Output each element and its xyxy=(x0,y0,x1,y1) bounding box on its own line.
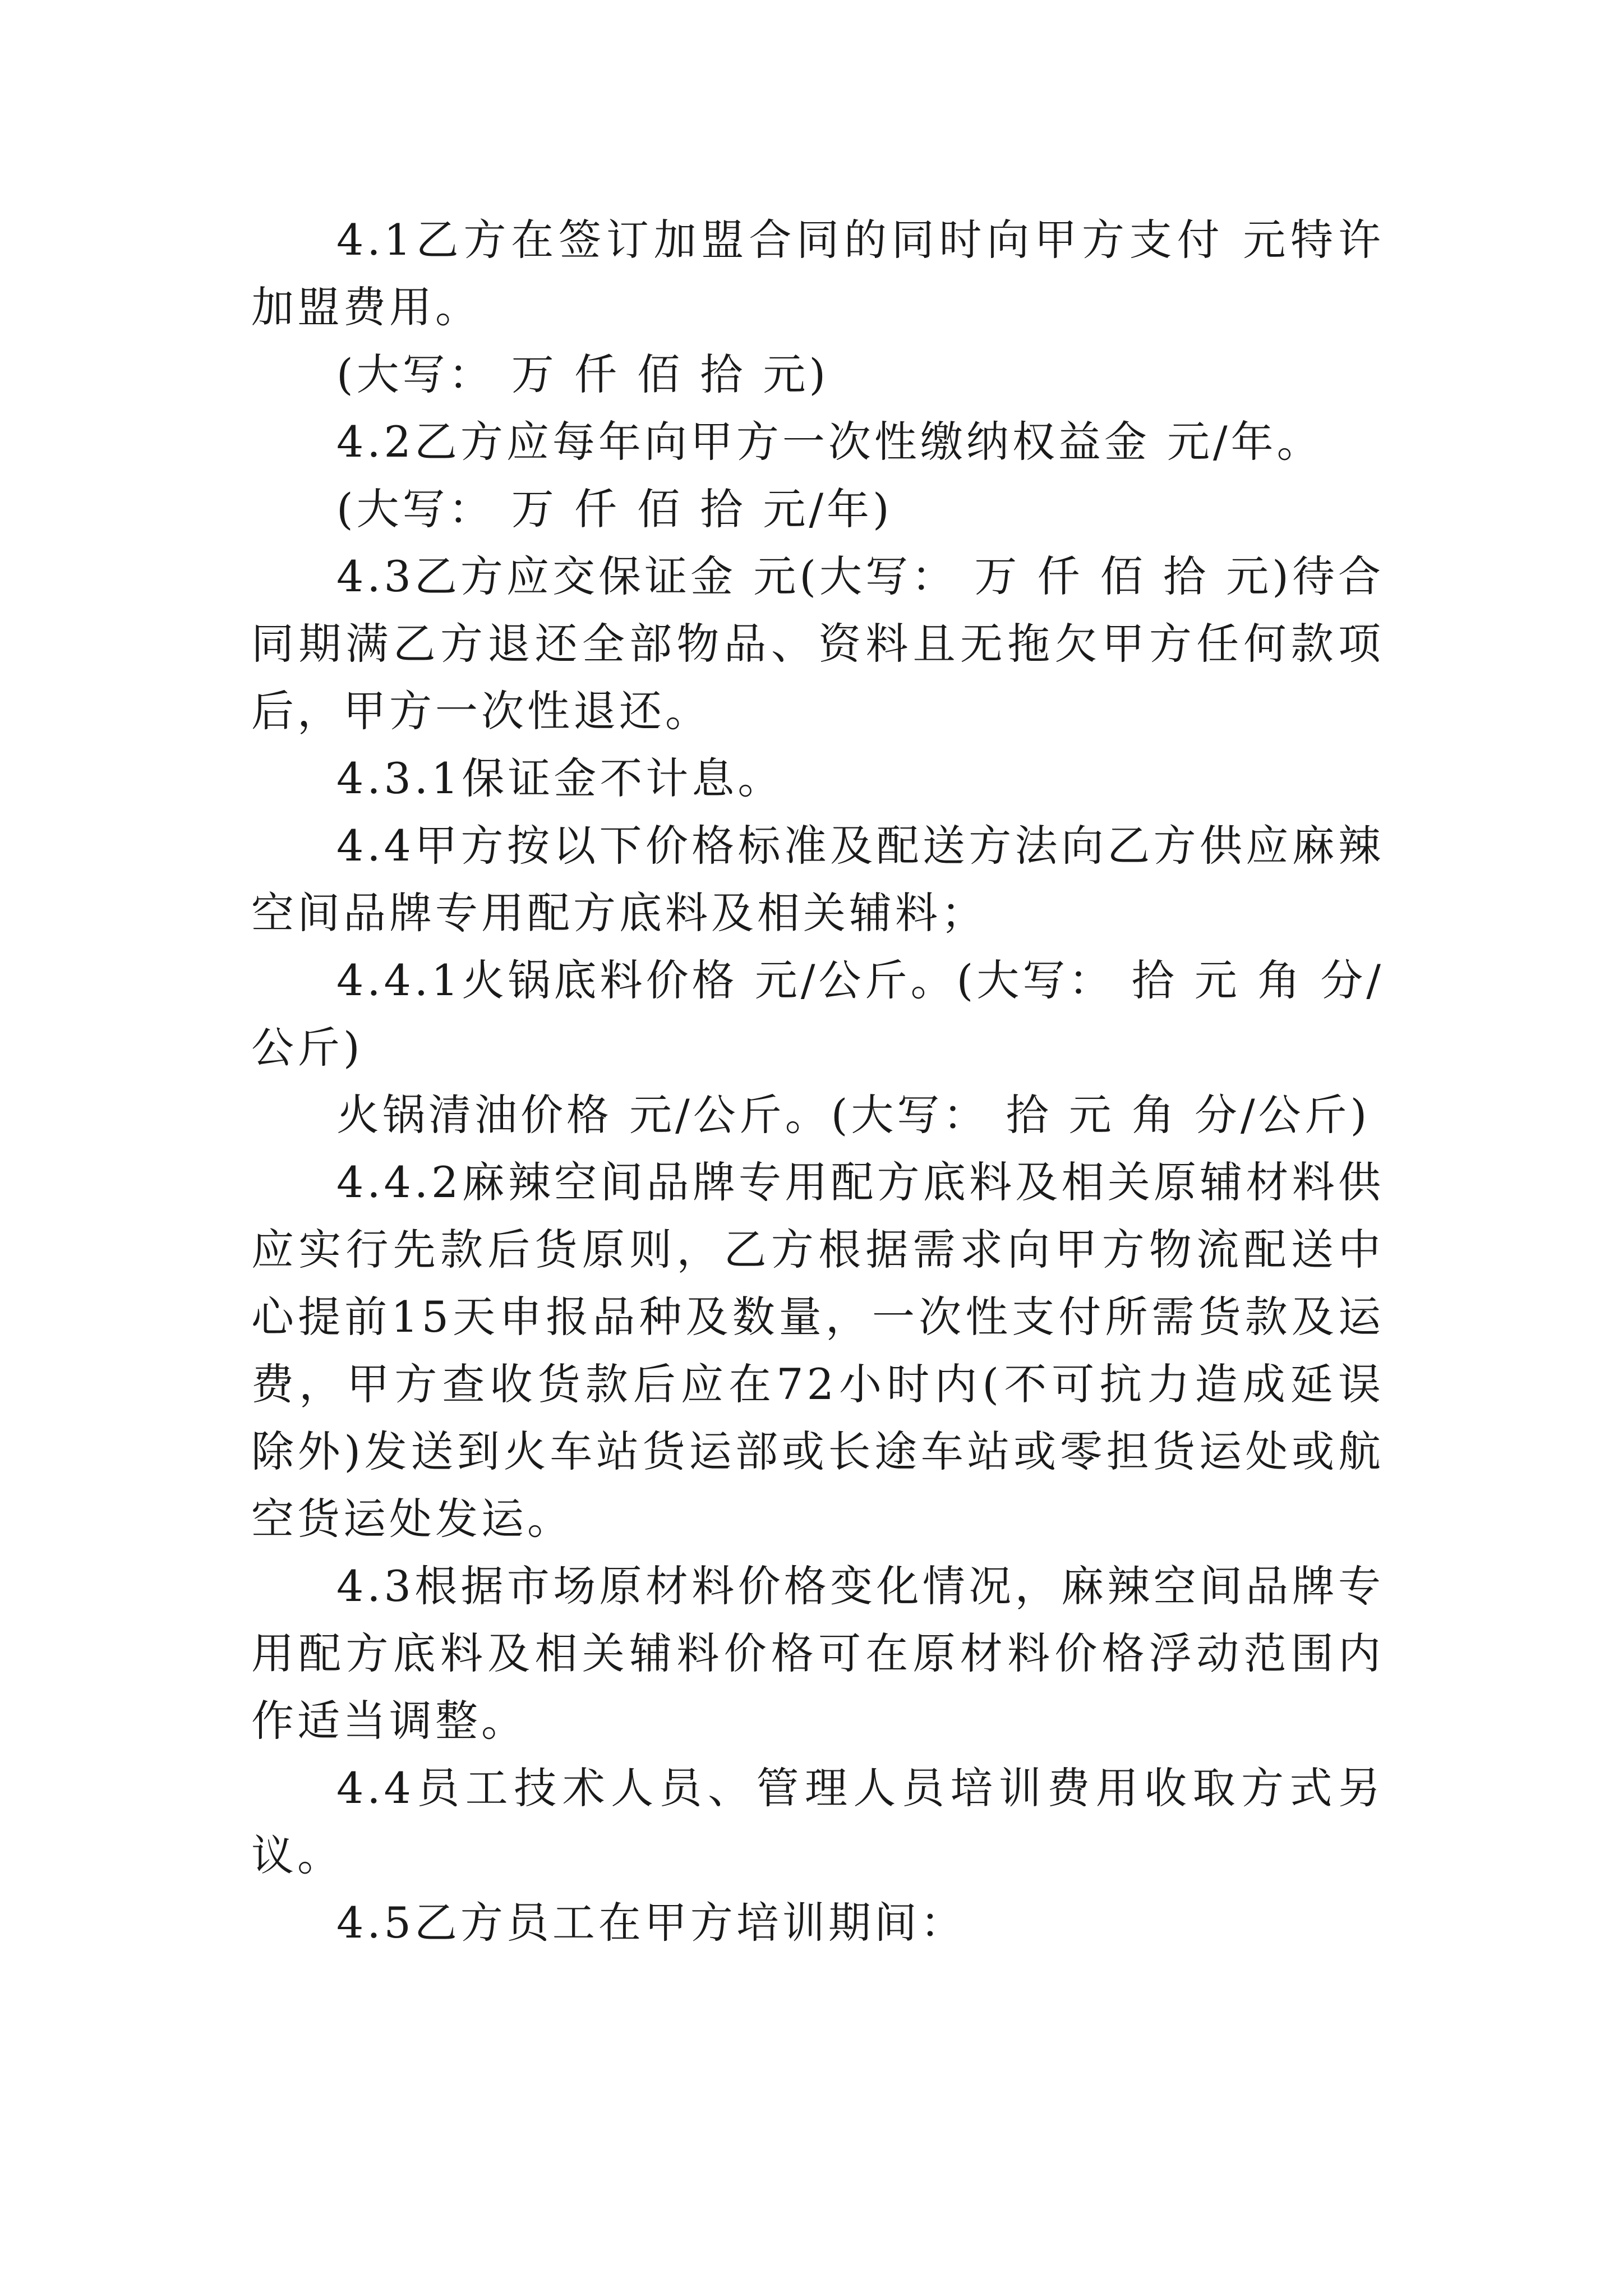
clause-4-1-amount-in-words: (大写： 万 仟 佰 拾 元) xyxy=(336,349,829,399)
clause-4-5: 4.5乙方员工在甲方培训期间： xyxy=(336,1898,966,1948)
clause-4-1: 4.1乙方在签订加盟合同的同时向甲方支付 元特许加盟费用。 xyxy=(251,215,1384,332)
clause-4-4-1: 4.4.1火锅底料价格 元/公斤。(大写： 拾 元 角 分/公斤) xyxy=(251,955,1384,1073)
clause-4-4-1-clear-oil-price: 火锅清油价格 元/公斤。(大写： 拾 元 角 分/公斤) xyxy=(336,1090,1371,1140)
clause-4-2: 4.2乙方应每年向甲方一次性缴纳权益金 元/年。 xyxy=(336,417,1323,467)
clause-4-3: 4.3乙方应交保证金 元(大写： 万 仟 佰 拾 元)待合同期满乙方退还全部物品、资料且无拖欠甲方任何款项后，甲方一次性退还。 xyxy=(251,551,1384,736)
clause-4-4-2: 4.4.2麻辣空间品牌专用配方底料及相关原辅材料供应实行先款后货原则，乙方根据需求向甲方物流配送中心提前15天申报品种及数量，一次性支付所需货款及运费，甲方查收货款后应在72小时内(不可抗力造成延误除外)发送到火车站货运部或长途车站或零担货运处或航空货运处发运。 xyxy=(251,1157,1384,1544)
clause-4-2-amount-in-words: (大写： 万 仟 佰 拾 元/年) xyxy=(336,484,893,534)
clause-4-3-price-adjustment: 4.3根据市场原材料价格变化情况，麻辣空间品牌专用配方底料及相关辅料价格可在原材料价格浮动范围内作适当调整。 xyxy=(251,1561,1384,1746)
clause-4-3-1: 4.3.1保证金不计息。 xyxy=(336,753,784,803)
clause-4-4-training-fees: 4.4员工技术人员、管理人员培训费用收取方式另议。 xyxy=(251,1763,1384,1880)
document-body xyxy=(251,206,1384,1957)
clause-4-4: 4.4甲方按以下价格标准及配送方法向乙方供应麻辣空间品牌专用配方底料及相关辅料； xyxy=(251,821,1384,938)
